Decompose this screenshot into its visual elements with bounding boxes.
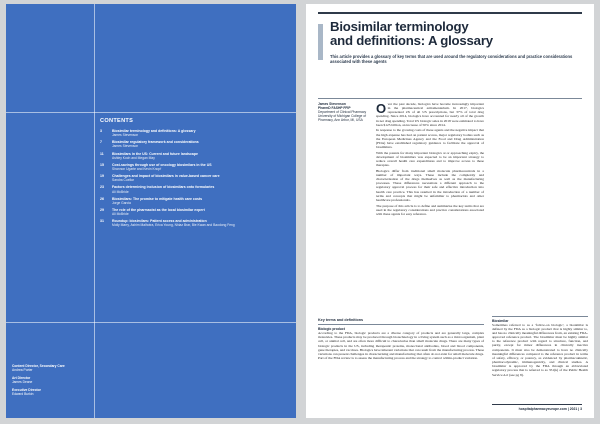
credit-role: Executive Director (12, 388, 41, 392)
credit-block (12, 388, 98, 396)
grid-line (6, 112, 296, 113)
toc-page-number: 23 (100, 185, 104, 190)
biologic-definition: According to the FDA, biologic products are a diverse category of products and are generally large, complex molecules. These products may be produced through biotechnology in a living system such as a microorganism, plant cell, or animal cell, and are often more difficult to characterise than small molecule drugs. There are many types of biologic products in the US, including therapeutic proteins, monoclonal antibodies, blood and blood components, gene therapies, and vaccines. Biologics have inherent variations that can result from the manufacturing process. These variations can present challenges in characterising and manufacturing that often do not exist for small molecule drugs. Part of the FDA review is to assess the manufacturing process and the strategy to control within-product variation. (318, 331, 484, 361)
author-box (318, 102, 370, 122)
article-title-line: Biosimilar terminology (330, 19, 469, 34)
article-standfirst: This article provides a glossary of key terms that are used around the regulatory considerations and practice considerations associated with these agents (330, 54, 573, 64)
toc-title: Biosimilar terminology and definitions: A glossary (112, 129, 196, 133)
footer-rule (492, 404, 582, 405)
header-rule (318, 12, 582, 14)
grid-line (94, 4, 95, 418)
toc-title: Factors determining inclusion of biosimilars onto formularies (112, 185, 215, 190)
credit-block (12, 376, 98, 384)
toc-item[interactable] (100, 174, 290, 182)
biologic-heading: Biologic product (318, 326, 345, 331)
toc-page-number: 19 (100, 174, 104, 179)
article-title (330, 20, 580, 48)
toc-author: Ali McBride (112, 189, 129, 194)
toc-author: Molly Marry, Ashim Malhotra, Erica Young, Nhiaz Brar, Bie Kwan and Baodong Feng (112, 223, 235, 228)
intro-paragraph: Over the past decade, biologics have become increasingly important in the pharmaceutical armamentarium. In 2017, biologics represented 2X of all US prescriptions, but 37% of total drug spending. Since 2014, biologics have accounted for nearly all of the growth in net drug spending. Total US biologic sales in 2018 were estimated to have been $125 billion, an increase of 50% since 2014. (376, 100, 484, 127)
toc-item[interactable] (100, 219, 290, 227)
intro-paragraph: The purpose of this article is to define and summarise the key terms that are used in the regulatory considerations and practice considerations associated with these agents for easy reference. (376, 203, 484, 216)
toc-author: Ashley Koch and Megan May (112, 155, 155, 160)
toc-title: Cost-savings through use of oncology biosimilars in the US (112, 162, 212, 167)
toc-page-number: 3 (100, 129, 102, 133)
toc-item[interactable] (100, 129, 290, 137)
toc-page-number: 31 (100, 219, 104, 224)
biosimilar-heading: Biosimilar (492, 318, 509, 323)
toc-item[interactable] (100, 208, 290, 216)
toc-title: Biosimilars: The promise to mitigate health care costs (112, 196, 203, 201)
section-divider (318, 98, 582, 99)
credit-role: Content Director, Secondary Care (12, 364, 65, 368)
toc-item[interactable] (100, 185, 290, 193)
toc-page-number: 26 (100, 196, 104, 201)
key-terms-heading: Key terms and definitions (318, 318, 364, 322)
author-affiliation: Department of Clinical Pharmacy University of Michigan College of Pharmacy, Ann Arbor, MI, USA (318, 110, 367, 122)
toc-item[interactable] (100, 152, 290, 160)
toc-item[interactable] (100, 140, 290, 148)
credit-role: Art Director (12, 376, 31, 380)
title-accent-bar (318, 24, 323, 60)
credit-name: James Deane (12, 380, 33, 384)
toc-author: Sandra Cuellar (112, 178, 134, 183)
article-intro-column (376, 102, 484, 218)
column-rule (492, 316, 588, 317)
toc-page-number: 7 (100, 140, 102, 145)
intro-paragraph: Biologics differ from traditional small molecule pharmaceuticals in a number of important ways. These include the complexity and characterisation of the drugs themselves as well as the manufacturing processes. These differences necessitate a different approach to the regulatory approval process for their safe and effective introduction into health care practice. This has resulted in the introduction of a number of terms and concepts that might be unfamiliar to pharmacists and other healthcare professionals. (376, 168, 484, 202)
drop-cap: O (376, 100, 387, 116)
page-footer: hospitalpharmacyeurope.com | 2021 | 3 (518, 407, 582, 411)
toc-page-number: 15 (100, 162, 104, 167)
key-terms-column (318, 318, 484, 362)
toc-author: James Stevenson (112, 133, 139, 138)
toc-title: Biosimilars in the US: Current and future landscape (112, 151, 198, 156)
credit-name: Andrea Porter (12, 368, 33, 372)
toc-author: James Stevenson (112, 144, 139, 149)
toc-item[interactable] (100, 163, 290, 171)
toc-item[interactable] (100, 197, 290, 205)
contents-heading: CONTENTS (100, 118, 134, 124)
article-page (306, 4, 594, 418)
article-title-line: and definitions: A glossary (330, 33, 493, 48)
intro-paragraph: With the patents for many important biologics at or approaching expiry, the development of biosimilars was expected to be an important strategy to reduce overall health care expenditures and to improve access to these therapies. (376, 150, 484, 168)
credit-name: Edward Burkin (12, 392, 34, 396)
author-name: James Stevenson (318, 102, 346, 106)
staff-credits (12, 364, 98, 400)
contents-page (6, 4, 296, 418)
grid-line (6, 322, 296, 323)
toc-title: Challenges and impact of biosimilars in value-based cancer care (112, 174, 220, 179)
toc-title: The role of the pharmacist as the local biosimilar expert (112, 207, 205, 212)
biosimilar-definition: Sometimes referred to as a 'follow-on biologic', a biosimilar is defined by the FDA as a biologic product that is highly similar to, and has no clinically meaningful differences from, an existing FDA-approved reference product. The biosimilar must be highly similar to the reference product with regard to structure, function, and purity, except for minor differences in clinically inactive components. It must also be demonstrated to have no clinically meaningful differences compared to the reference product in terms of safety, efficacy, or potency, as evidenced by pharmacokinetic, pharmacodynamic, immunogenicity, and clinical studies. A biosimilar is approved by the FDA through an abbreviated regulatory process that is referred to as 351(k) of the Public Health Service Act (see pg 8). (492, 322, 588, 377)
toc-page-number: 11 (100, 151, 104, 156)
toc-author: Ali McBride (112, 212, 129, 217)
author-credentials: PharmD FASHP FFIP (318, 106, 351, 110)
toc-author: Jorge Garcia (112, 200, 131, 205)
credit-block (12, 364, 98, 372)
toc-page-number: 29 (100, 207, 104, 212)
toc-author: Shannon Ugarte and Kevin Knopf (112, 166, 162, 171)
column-rule (318, 324, 484, 325)
table-of-contents (100, 118, 290, 231)
biosimilar-column (492, 314, 588, 378)
intro-paragraph: In response to the growing costs of these agents and the negative impact that the high expense has had on patient access, major regulatory bodies such as the European Medicines Agency and the Food and Drug Administration (FDA) have established regulatory guidance to facilitate the approval of biosimilars. (376, 128, 484, 150)
toc-title: Roundup: biosimilars: Patient access and administration (112, 219, 207, 224)
toc-title: Biosimilar regulatory framework and considerations (112, 140, 199, 145)
